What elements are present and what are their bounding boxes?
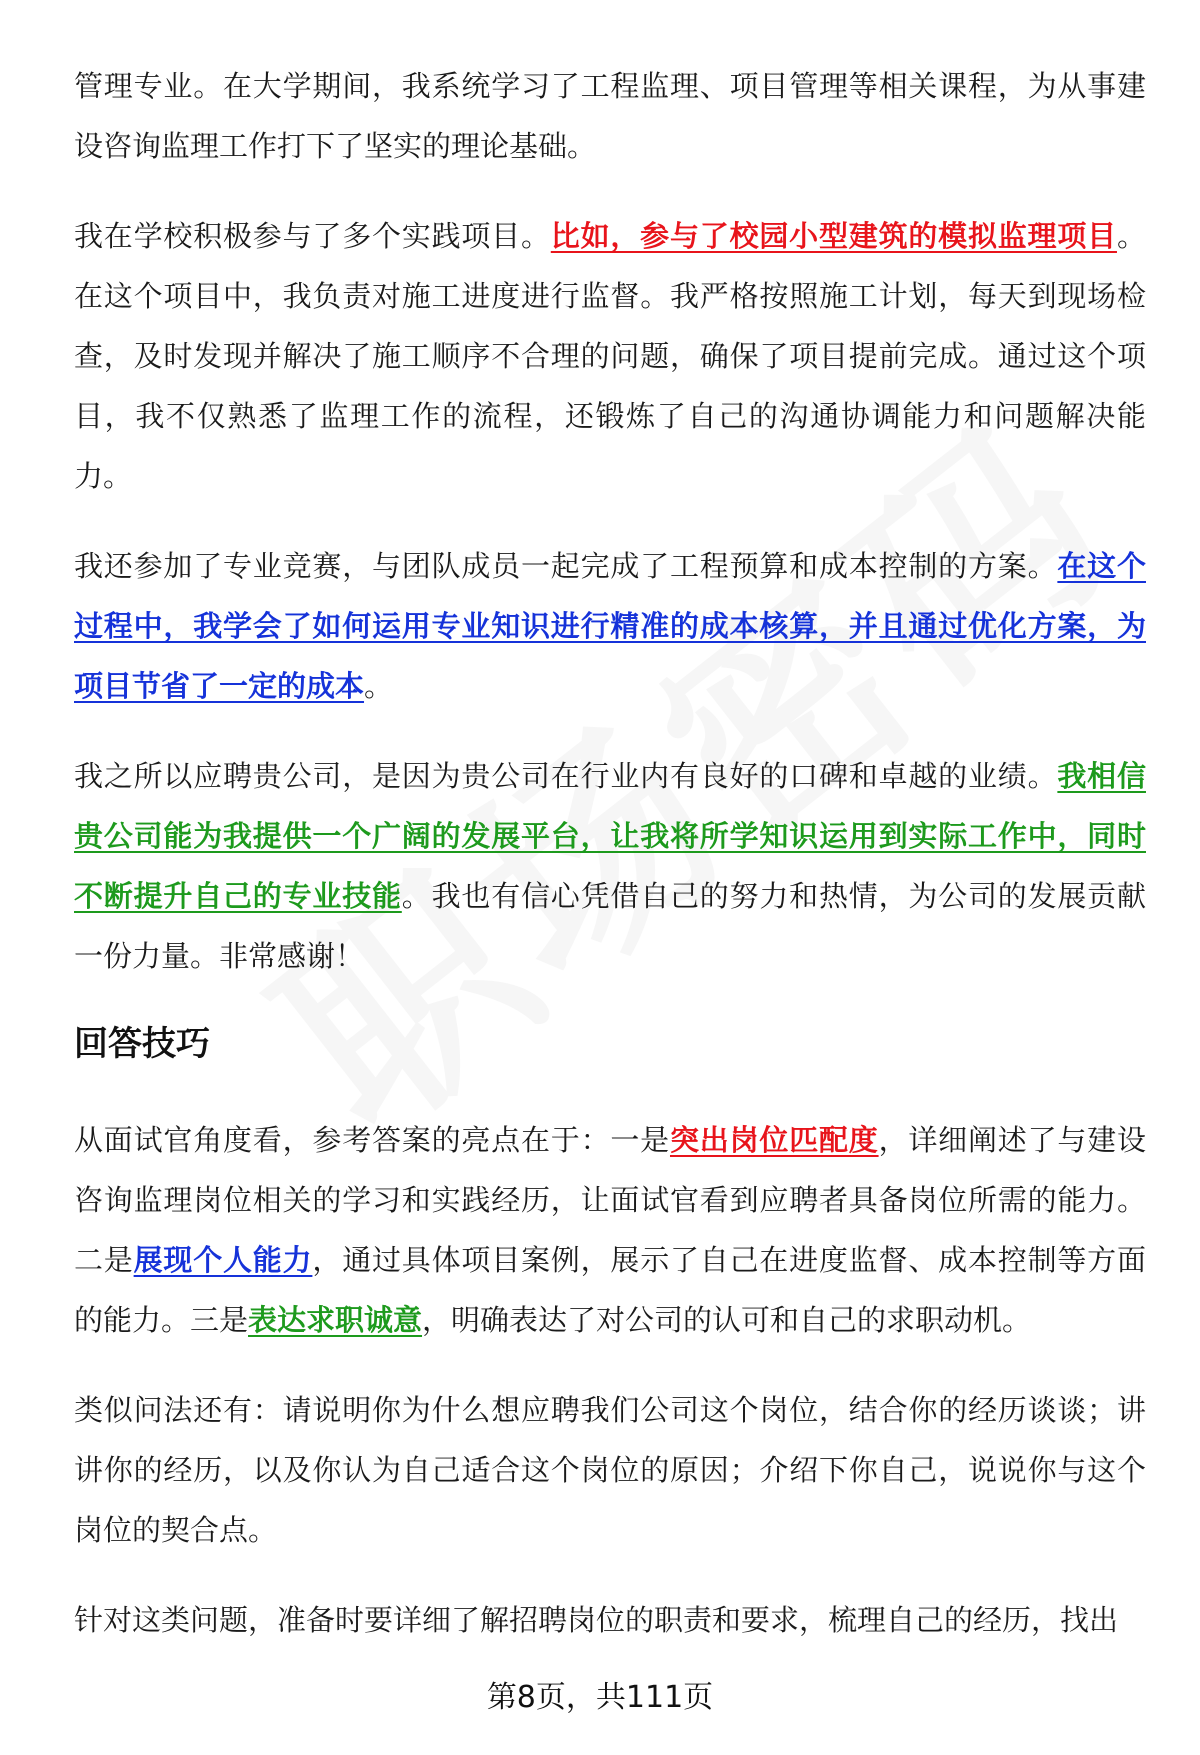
text-segment: 。在这个项目中，我负责对施工进度进行监督。我严格按照施工计划，每天到现场检查，及时发现并解决了施工顺序不合理的问题，确保了项目提前完成。通过这个项目，我不仅熟悉了监理工作的流程，还锻炼了自己的沟通协调能力和问题解决能力。 [74, 219, 1146, 493]
text-segment: ，详细阐述了与建设咨询监理岗位相关的学习和实践经历，让面试官看到应聘者具备岗位所需的能力。二是 [74, 1123, 1146, 1277]
tips-paragraph-2 [74, 1380, 1146, 1560]
tips-paragraph-1 [74, 1110, 1146, 1350]
paragraph-4 [74, 746, 1146, 986]
text-segment: ，明确表达了对公司的认可和自己的求职动机。 [422, 1303, 1032, 1337]
text-segment: 。 [364, 669, 394, 703]
text-segment: 我之所以应聘贵公司，是因为贵公司在行业内有良好的口碑和卓越的业绩。 [74, 759, 1058, 793]
highlight-blue: 展现个人能力 [133, 1243, 313, 1277]
paragraph-2 [74, 206, 1146, 506]
highlight-red: 比如，参与了校园小型建筑的模拟监理项目 [550, 219, 1117, 253]
text-segment: 从面试官角度看，参考答案的亮点在于：一是 [74, 1123, 670, 1157]
text-segment: 我在学校积极参与了多个实践项目。 [74, 219, 551, 253]
paragraph-3 [74, 536, 1146, 716]
page-footer [0, 1678, 1200, 1718]
highlight-green: 表达求职诚意 [248, 1303, 423, 1337]
text-segment: 管理专业。在大学期间，我系统学习了工程监理、项目管理等相关课程，为从事建设咨询监理工作打下了坚实的理论基础。 [74, 69, 1146, 163]
text-segment: ，通过具体项目案例，展示了自己在进度监督、成本控制等方面的能力。三是 [74, 1243, 1146, 1337]
text-segment: 类似问法还有：请说明你为什么想应聘我们公司这个岗位，结合你的经历谈谈；讲讲你的经历，以及你认为自己适合这个岗位的原因；介绍下你自己，说说你与这个岗位的契合点。 [74, 1393, 1146, 1547]
section-heading: 回答技巧 [74, 1024, 210, 1064]
tips-paragraph-3 [74, 1590, 1146, 1650]
text-segment: 。我也有信心凭借自己的努力和热情，为公司的发展贡献一份力量。非常感谢！ [74, 879, 1146, 973]
highlight-green: 我相信贵公司能为我提供一个广阔的发展平台，让我将所学知识运用到实际工作中，同时不断提升自己的专业技能 [74, 759, 1146, 913]
page-number: 第8页，共111页 [486, 1680, 714, 1715]
text-segment: 我还参加了专业竞赛，与团队成员一起完成了工程预算和成本控制的方案。 [74, 549, 1058, 583]
highlight-blue: 在这个过程中，我学会了如何运用专业知识进行精准的成本核算，并且通过优化方案，为项目节省了一定的成本 [74, 549, 1146, 703]
document-body [74, 56, 1146, 1680]
paragraph-1 [74, 56, 1146, 176]
highlight-red: 突出岗位匹配度 [669, 1123, 879, 1157]
text-segment: 针对这类问题，准备时要详细了解招聘岗位的职责和要求，梳理自己的经历，找出 [74, 1603, 1119, 1637]
